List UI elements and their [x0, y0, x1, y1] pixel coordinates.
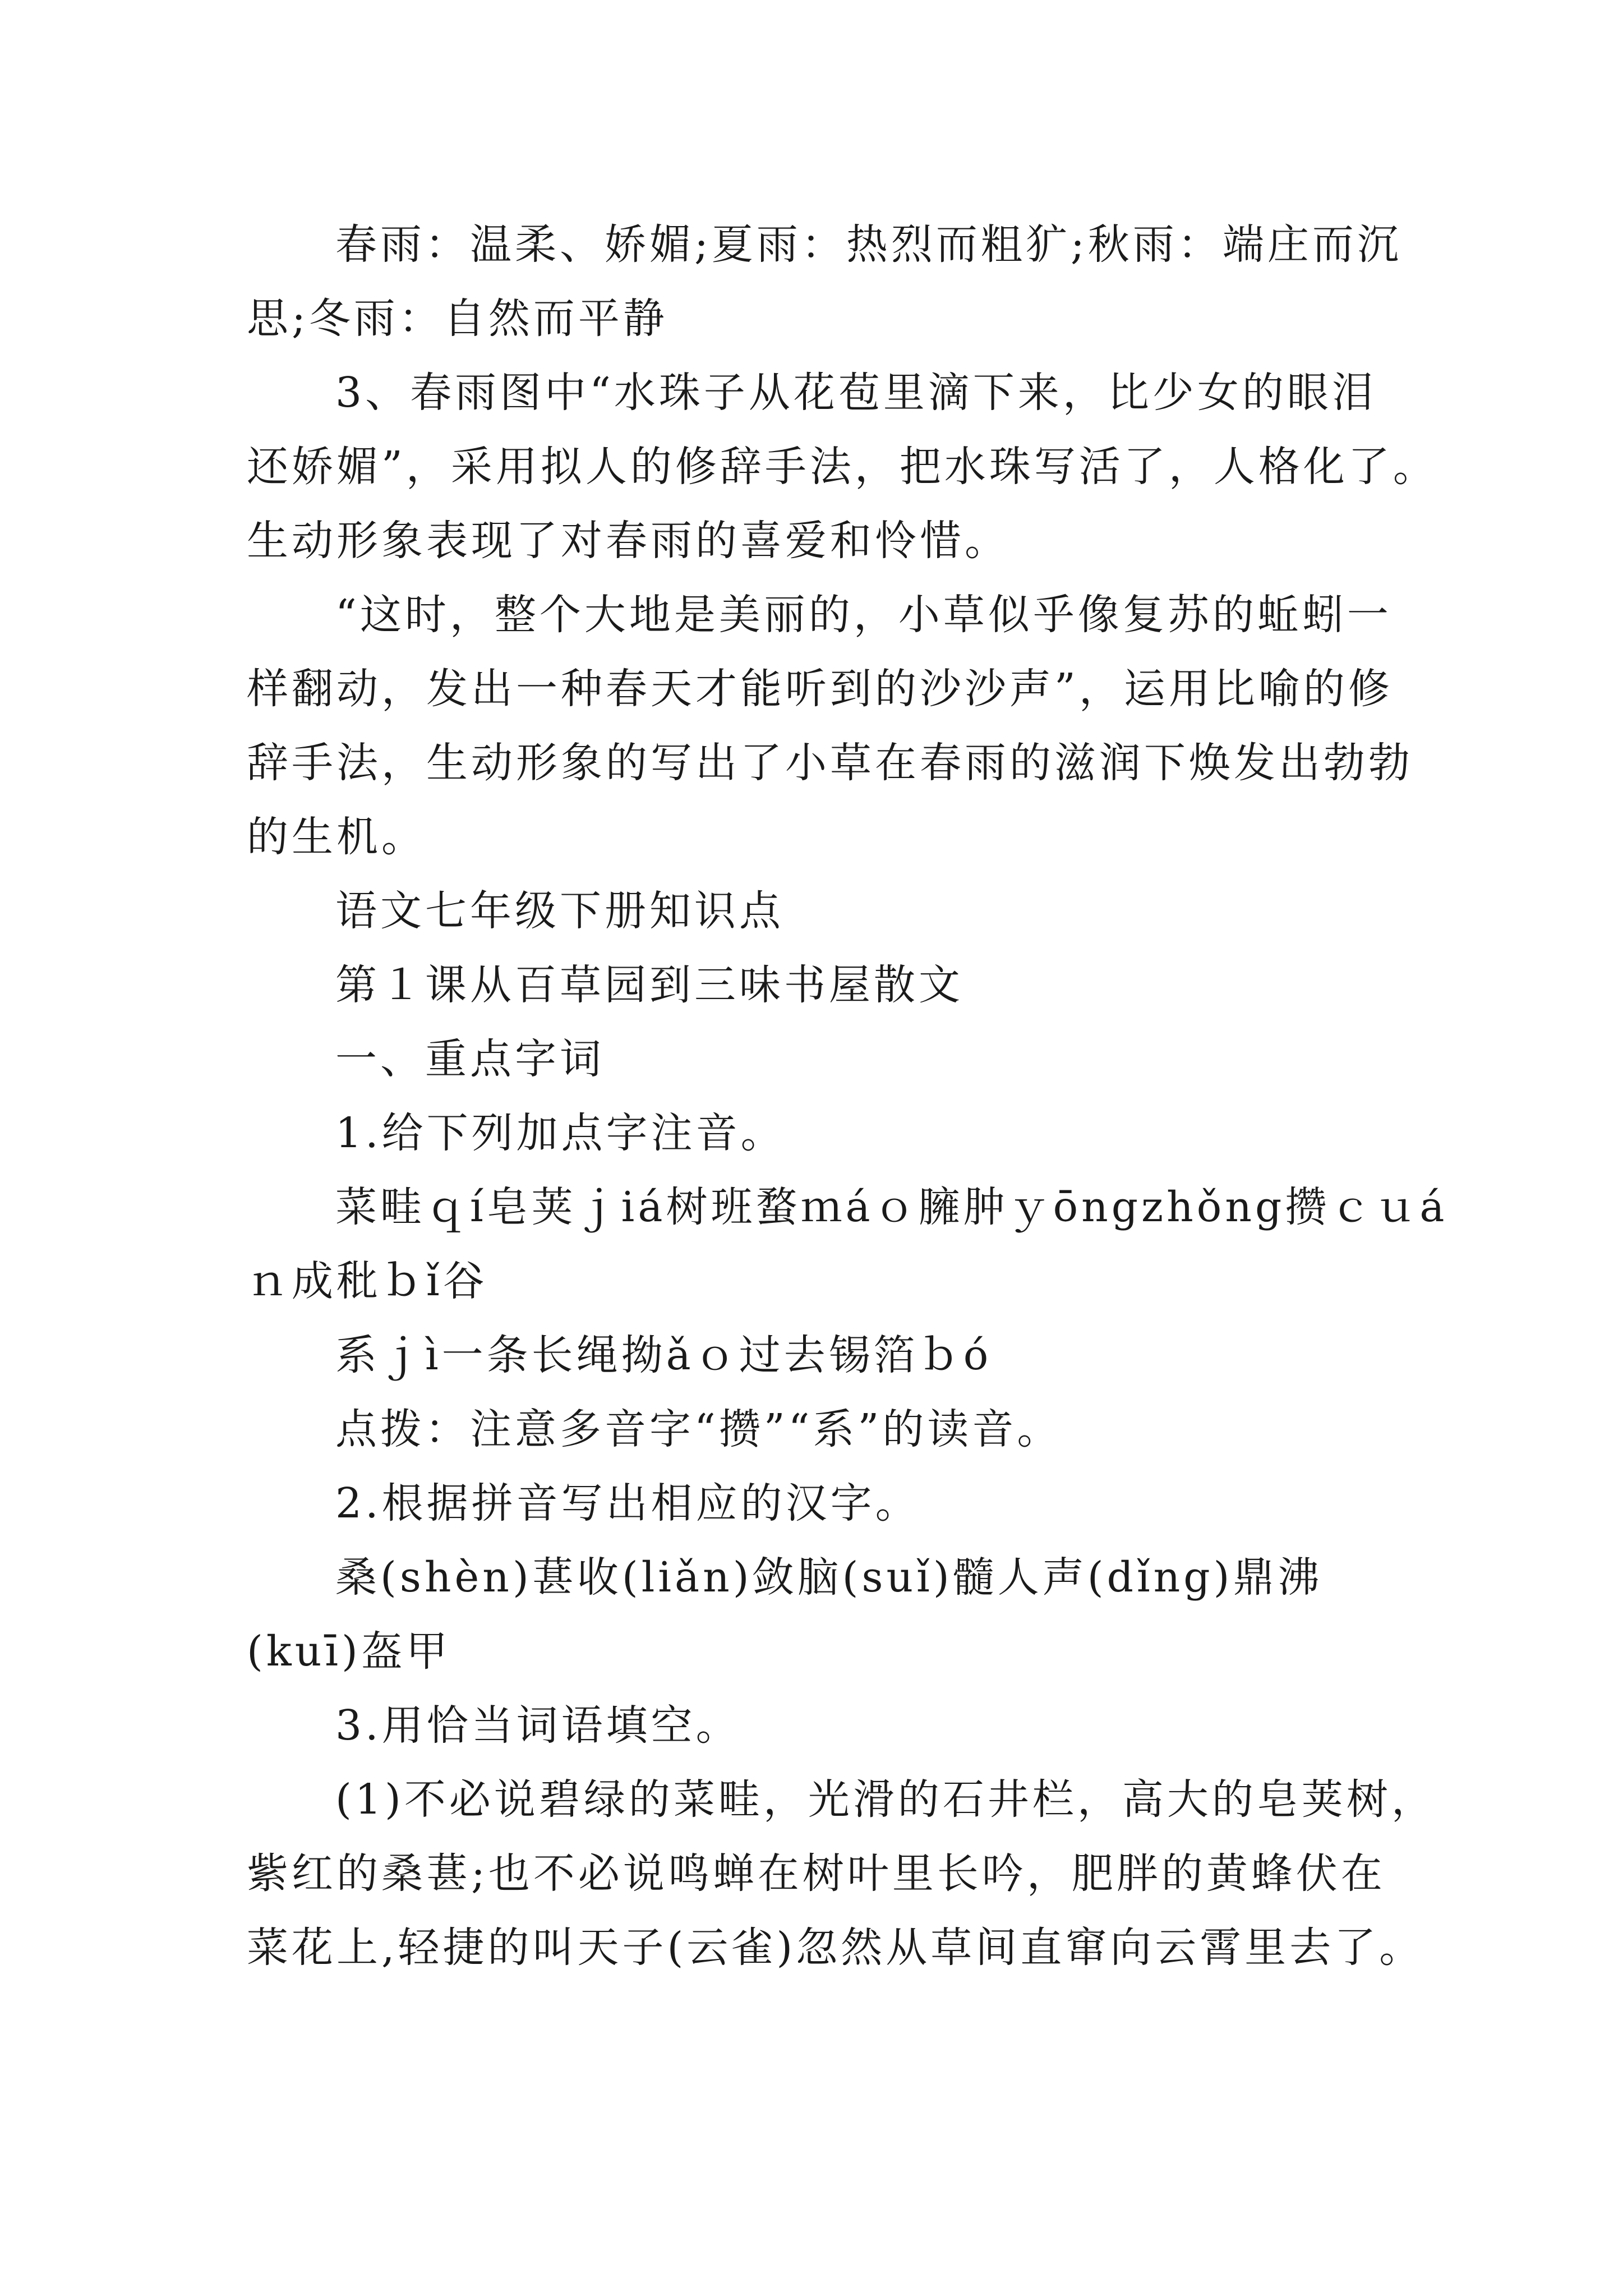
lesson-title: 第１课从百草园到三味书屋散文: [335, 961, 963, 1009]
text-line: 春雨：温柔、娇媚;夏雨：热烈而粗犷;秋雨：端庄而沉: [335, 220, 1402, 269]
subsection-heading: 一、重点字词: [335, 1035, 605, 1083]
text-line: “这时，整个大地是美丽的，小草似乎像复苏的蚯蚓一: [335, 591, 1392, 639]
text-line: 样翻动，发出一种春天才能听到的沙沙声”，运用比喻的修: [247, 665, 1393, 713]
text-line: 辞手法，生动形象的写出了小草在春雨的滋润下焕发出勃勃: [247, 739, 1413, 787]
question-heading: 1.给下列加点字注音。: [335, 1109, 786, 1157]
text-line: 菜畦ｑí皂荚ｊiá树班蝥ｍáｏ臃肿ｙōngzhǒng攒ｃｕá: [335, 1183, 1448, 1231]
question-heading: 2.根据拼音写出相应的汉字。: [335, 1479, 920, 1527]
text-line: 菜花上,轻捷的叫天子(云雀)忽然从草间直窜向云霄里去了。: [247, 1924, 1424, 1972]
text-line: 的生机。: [247, 813, 426, 861]
document-body: [247, 208, 1448, 1985]
question-heading: 3.用恰当词语填空。: [335, 1701, 741, 1750]
text-line: 系ｊì一条长绳拗ǎｏ过去锡箔ｂó: [335, 1331, 992, 1379]
text-line: 思;冬雨：自然而平静: [247, 295, 668, 343]
text-line: (kuī)盔甲: [247, 1627, 451, 1676]
text-line: 桑(shèn)葚收(liǎn)敛脑(suǐ)髓人声(dǐng)鼎沸: [335, 1553, 1323, 1602]
text-line: 生动形象表现了对春雨的喜爱和怜惜。: [247, 517, 1009, 565]
text-line: 还娇媚”，采用拟人的修辞手法，把水珠写活了，人格化了。: [247, 443, 1438, 491]
text-line: 紫红的桑葚;也不必说鸣蝉在树叶里长吟，肥胖的黄蜂伏在: [247, 1849, 1386, 1898]
text-line: 3、春雨图中“水珠子从花苞里滴下来，比少女的眼泪: [335, 369, 1377, 417]
text-line: (1)不必说碧绿的菜畦，光滑的石井栏，高大的皂荚树，: [335, 1775, 1436, 1824]
section-heading: 语文七年级下册知识点: [335, 887, 784, 935]
text-line: 点拨：注意多音字“攒”“系”的读音。: [335, 1405, 1062, 1453]
text-line: ｎ成秕ｂǐ谷: [247, 1257, 488, 1305]
